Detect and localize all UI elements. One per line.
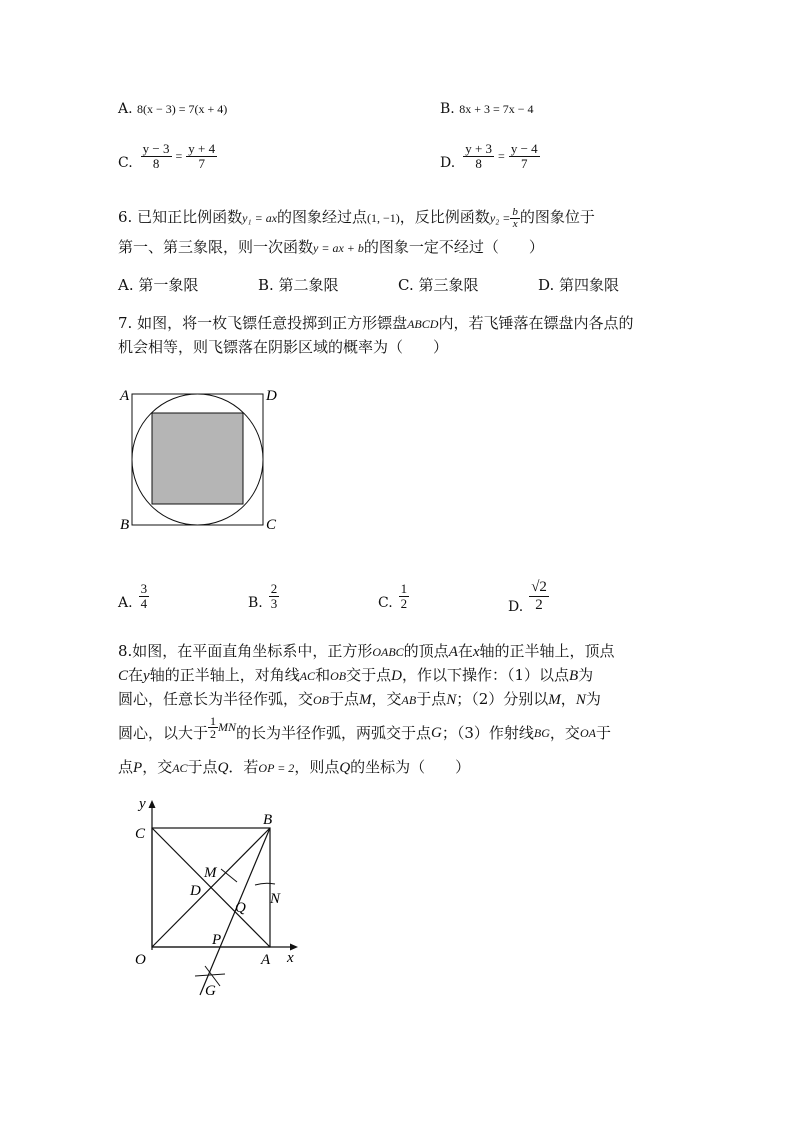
label-p: P (212, 932, 222, 948)
arc-mark-n (255, 883, 275, 885)
q5-option-c: C. $\frac{y - 3}{8}$ = $\frac{y + 4}{7}$ (118, 138, 217, 174)
q7-option-d: D. $\frac{√2}{2}$ (508, 578, 547, 615)
q7-line-2: 机会相等，则飞镖落在阴影区域的概率为（ ） (118, 338, 449, 356)
q8-line-3: 圆心，任意长为半径作弧，交OB于点M，交AB于点N；（2）分别以M，N为 (118, 690, 601, 708)
label-a: A (120, 388, 130, 404)
q7-line-1: 7. 如图，将一枚飞镖任意投掷到正方形镖盘ABCD内，若飞锤落在镖盘内各点的 (118, 314, 634, 332)
label-q: Q (235, 900, 246, 916)
label-o: O (135, 952, 146, 968)
q5-option-b (440, 98, 534, 120)
q8-line-2: C在y轴的正半轴上，对角线AC和OB交于点D，作以下操作：（1）以点B为 (118, 666, 594, 684)
q6-option-a: A. 第一象限 (118, 276, 199, 294)
option-label: D. (440, 155, 456, 171)
q7-figure (110, 380, 290, 540)
option-label: A. (118, 101, 133, 117)
shaded-square (152, 413, 243, 504)
label-c: C (135, 826, 146, 842)
fraction: $\frac{y + 4}{7}$ (188, 140, 216, 171)
q8-line-5: 点P，交AC于点Q．若OP = 2，则点Q的坐标为（ ） (118, 758, 471, 776)
q6-option-b: B. 第二象限 (258, 276, 339, 294)
label-d: D (266, 388, 277, 404)
label-a: A (261, 952, 271, 968)
option-expression: 8x + 3 = 7x − 4 (459, 102, 534, 116)
q7-option-c: C. $\frac{1}{2}$ (378, 580, 408, 611)
fraction: $\frac{y + 3}{8}$ (465, 140, 493, 171)
label-x: x (287, 950, 294, 966)
label-c: C (266, 517, 277, 533)
option-label: C. (118, 155, 133, 171)
option-expression: 8(x − 3) = 7(x + 4) (137, 102, 228, 116)
q5-option-a (118, 98, 227, 120)
label-d: D (190, 883, 201, 899)
label-y: y (139, 796, 146, 812)
fraction: $\frac{y - 3}{8}$ (142, 140, 170, 171)
q8-figure (125, 790, 315, 1005)
q5-option-d: D. $\frac{y + 3}{8}$ = $\frac{y - 4}{7}$ (440, 138, 540, 174)
label-b: B (263, 812, 273, 828)
q6-line-1: 6. 已知正比例函数y₁ = ax的图象经过点(1, −1)，反比例函数y₂ = $\frac{b}{x}$ 的图象位于 (118, 205, 595, 230)
label-b: B (120, 517, 130, 533)
function-y1: y₁ = ax (242, 211, 278, 225)
fraction-half: $\frac{1}{2}$ (210, 713, 217, 741)
fraction-b-over-x: $\frac{b}{x}$ (512, 205, 518, 230)
q7-option-a: A. $\frac{3}{4}$ (118, 580, 148, 611)
function-linear: y = ax + b (313, 241, 364, 255)
label-g: G (205, 983, 216, 999)
q7-option-b: B. $\frac{2}{3}$ (248, 580, 278, 611)
y-axis-arrow (149, 800, 156, 808)
q8-line-1: 8.如图，在平面直角坐标系中，正方形OABC的顶点A在x轴的正半轴上，顶点 (118, 642, 615, 660)
label-m: M (204, 865, 217, 881)
option-label: B. (440, 101, 455, 117)
point-coordinates: (1, −1) (367, 211, 400, 225)
arc-mark-g-1 (195, 974, 225, 976)
q6-option-d: D. 第四象限 (538, 276, 620, 294)
q8-line-4: 圆心，以大于 $\frac{1}{2}$ MN 的长为半径作弧，两弧交于点 G ；（3）作射线 BG ，交 OA 于 (118, 713, 611, 742)
label-n: N (270, 891, 281, 907)
q6-line-2: 第一、第三象限，则一次函数y = ax + b的图象一定不经过（ ） (118, 238, 544, 256)
fraction: $\frac{y - 4}{7}$ (510, 140, 538, 171)
q6-option-c: C. 第三象限 (398, 276, 479, 294)
